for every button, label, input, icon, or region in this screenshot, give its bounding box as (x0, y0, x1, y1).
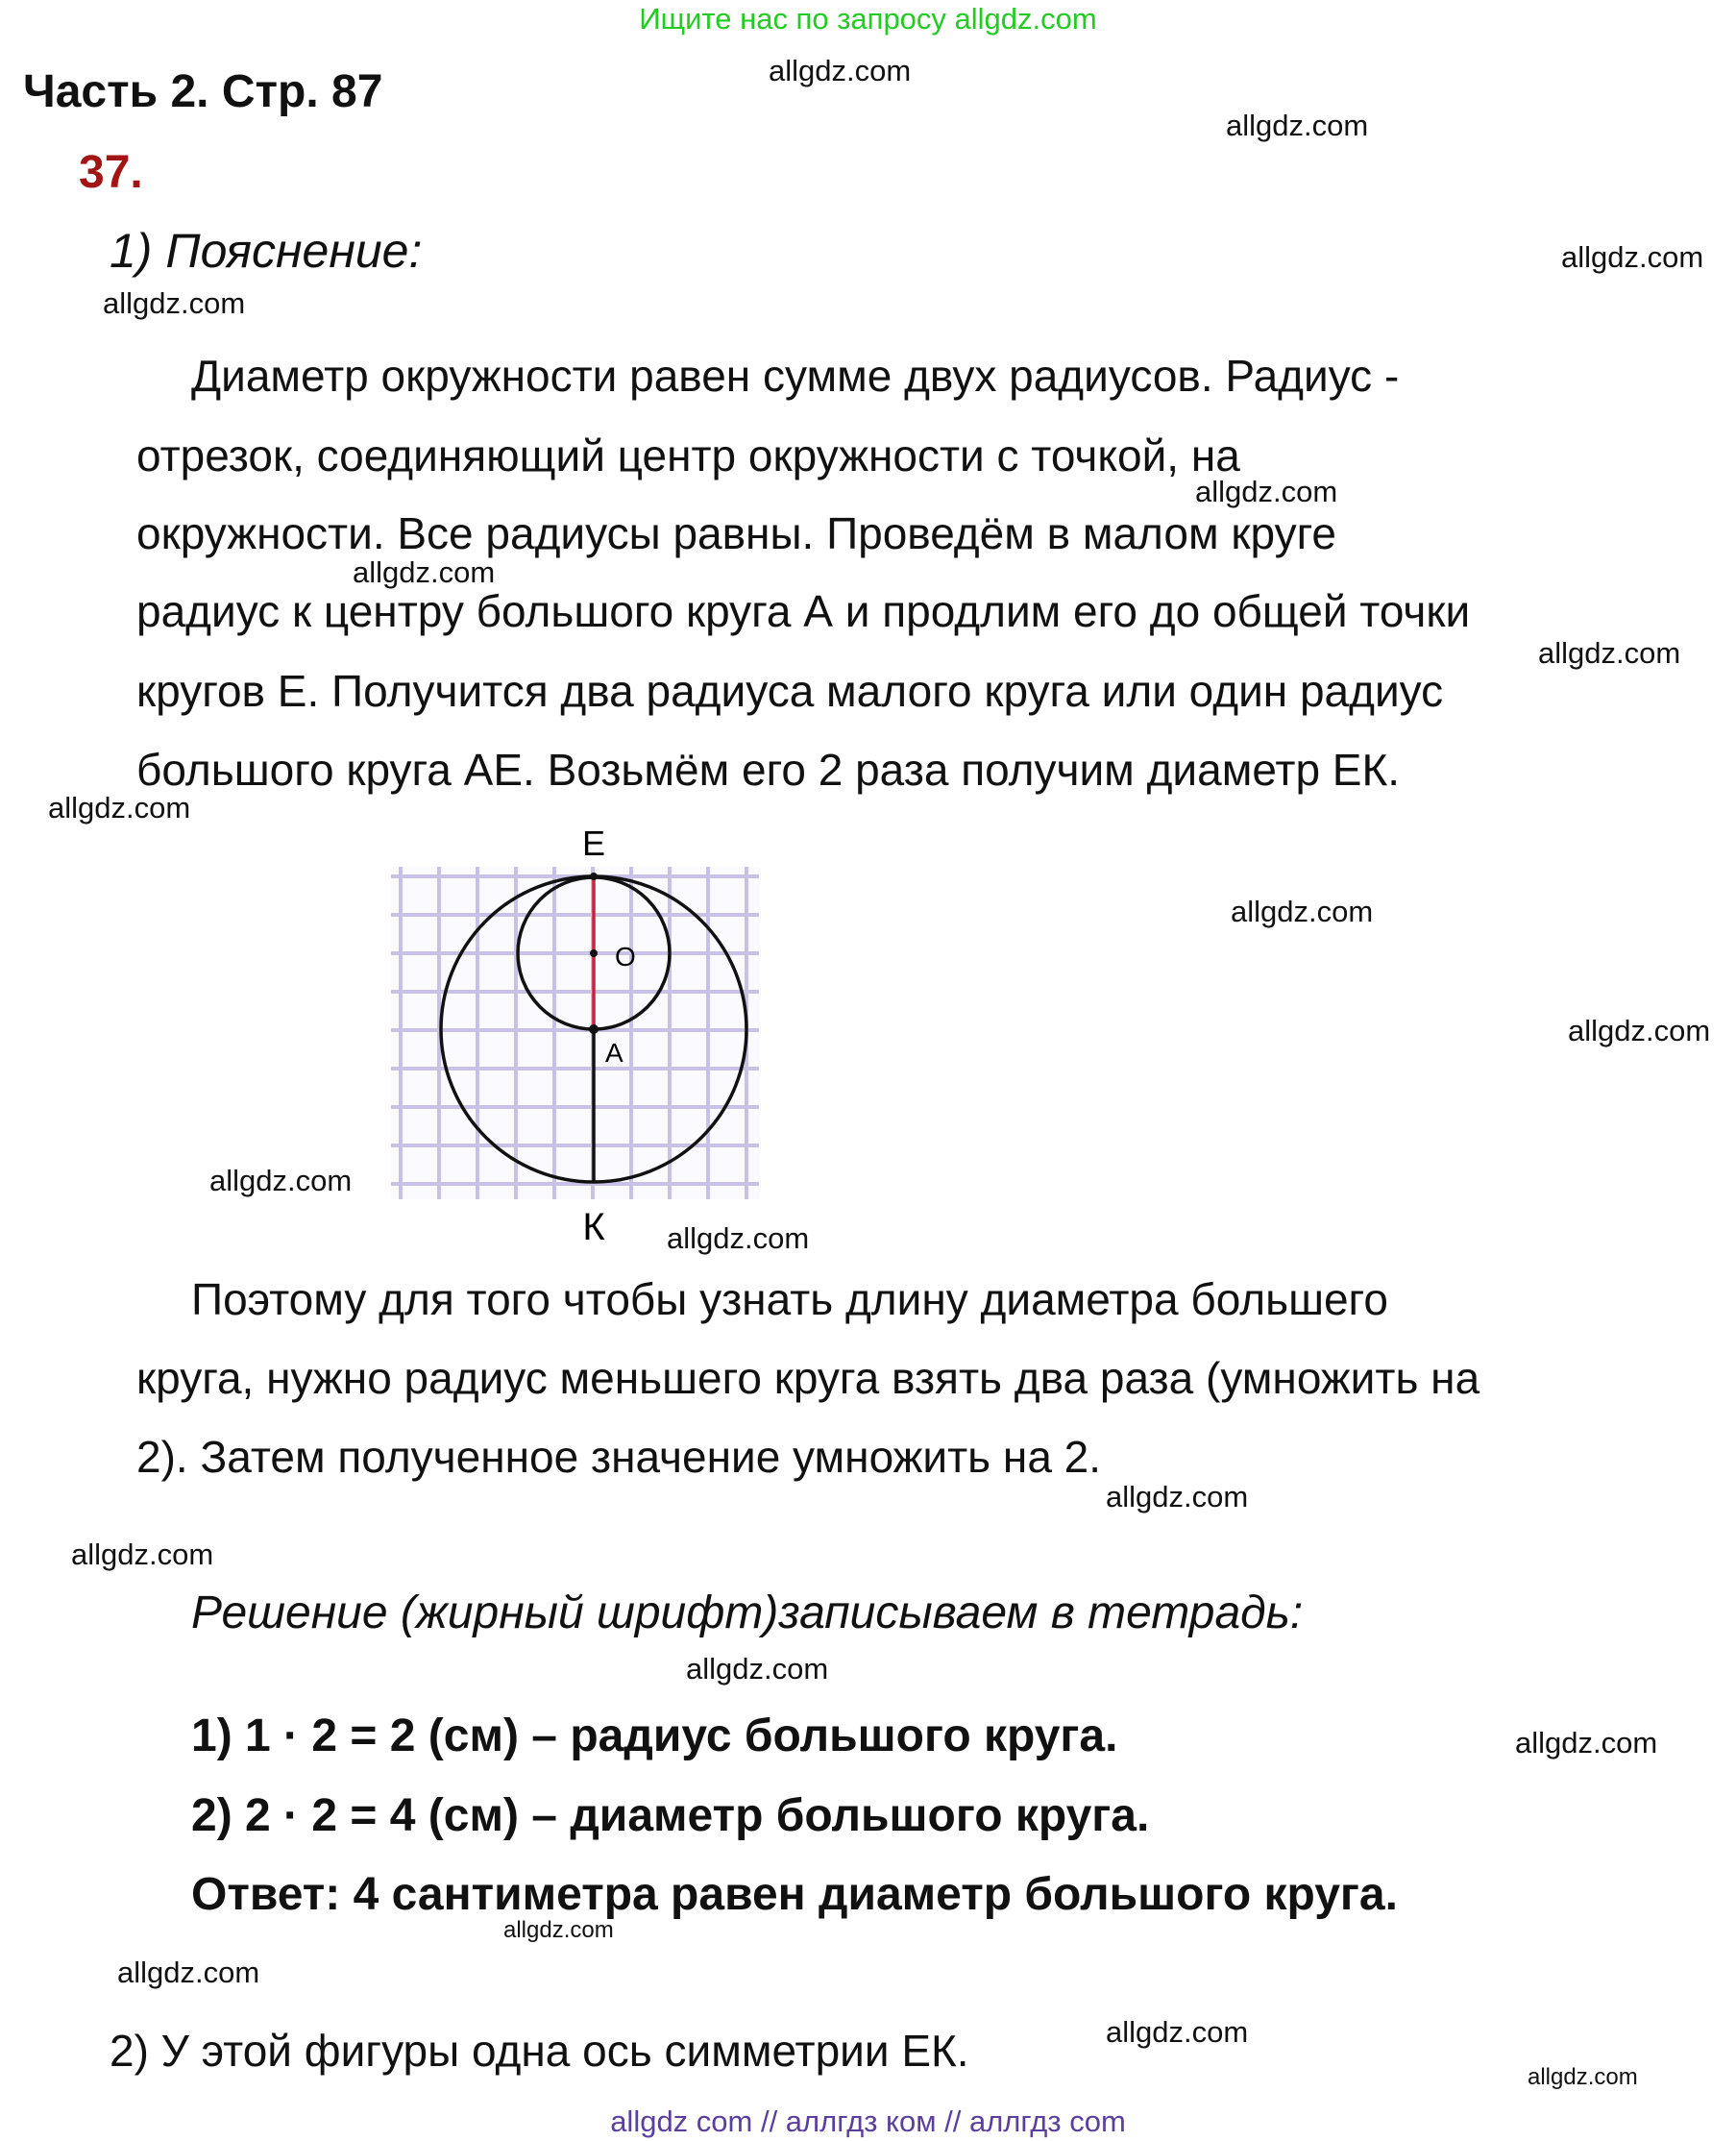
watermark: allgdz.com (1226, 109, 1369, 142)
watermark: allgdz.com (686, 1652, 829, 1686)
conclusion-line: Поэтому для того чтобы узнать длину диаметра большего (191, 1274, 1388, 1324)
solution-heading: Решение (жирный шрифт)записываем в тетрадь: (191, 1587, 1304, 1638)
watermark: allgdz.com (71, 1538, 214, 1571)
footer-links: allgdz com // аллгдз ком // аллгдз com (610, 2104, 1126, 2138)
explanation-line: большого круга АЕ. Возьмём его 2 раза получим диаметр ЕК. (136, 745, 1401, 795)
watermark: allgdz.com (1106, 2015, 1249, 2049)
grid-background (391, 867, 759, 1199)
watermark: allgdz.com (667, 1221, 810, 1255)
watermark: allgdz.com (503, 1917, 614, 1943)
point-a (589, 1024, 599, 1034)
watermark: allgdz.com (48, 791, 191, 824)
watermark: allgdz.com (1528, 2064, 1638, 2090)
watermark: allgdz.com (353, 555, 496, 589)
explanation-line: окружности. Все радиусы равны. Проведём в малом круге (136, 508, 1336, 558)
solution-step: 2) 2 · 2 = 4 (см) – диаметр большого круга. (191, 1790, 1150, 1841)
watermark: allgdz.com (1515, 1726, 1658, 1760)
watermark: allgdz.com (1106, 1480, 1249, 1513)
circles-diagram (384, 822, 788, 1244)
watermark: allgdz.com (1195, 475, 1338, 508)
watermark: allgdz.com (1538, 636, 1681, 670)
explanation-line: кругов Е. Получится два радиуса малого круга или один радиус (136, 666, 1444, 716)
page-title: Часть 2. Стр. 87 (23, 66, 383, 117)
watermark: allgdz.com (103, 286, 246, 320)
explanation-line: радиус к центру большого круга А и продлим его до общей точки (136, 586, 1471, 636)
task-number: 37. (79, 147, 143, 198)
conclusion-line: круга, нужно радиус меньшего круга взять два раза (умножить на (136, 1353, 1480, 1403)
watermark: allgdz.com (1561, 240, 1704, 274)
point-e (590, 873, 598, 880)
solution-step: 1) 1 · 2 = 2 (см) – радиус большого круга. (191, 1710, 1118, 1761)
watermark: allgdz.com (209, 1164, 353, 1197)
explanation-line: отрезок, соединяющий центр окружности с точкой, на (136, 431, 1240, 480)
conclusion-line: 2). Затем полученное значение умножить на 2. (136, 1432, 1102, 1482)
section-heading: 1) Пояснение: (110, 224, 423, 278)
watermark: allgdz.com (1568, 1014, 1711, 1047)
search-banner: Ищите нас по запросу allgdz.com (639, 2, 1097, 36)
watermark: allgdz.com (769, 54, 912, 87)
watermark: allgdz.com (117, 1956, 260, 1989)
label-a: A (605, 1038, 623, 1068)
point-o (590, 949, 598, 957)
explanation-line: Диаметр окружности равен сумме двух радиусов. Радиус - (191, 351, 1400, 401)
watermark: allgdz.com (1231, 895, 1374, 928)
answer-line: Ответ: 4 сантиметра равен диаметр большого круга. (191, 1869, 1398, 1920)
label-k: К (582, 1206, 605, 1244)
part2-text: 2) У этой фигуры одна ось симметрии ЕК. (110, 2026, 969, 2076)
label-o: O (615, 942, 636, 972)
label-e: E (581, 824, 606, 863)
